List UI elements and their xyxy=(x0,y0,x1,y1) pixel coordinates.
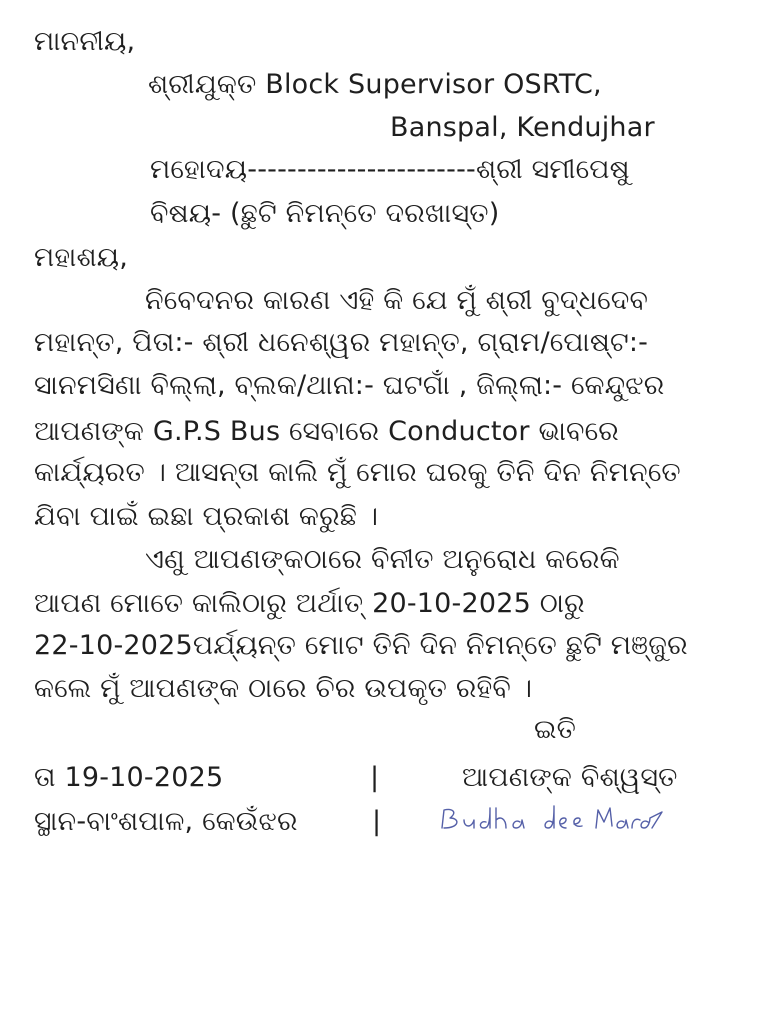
separator: | xyxy=(370,762,380,793)
date-line: ତା 19-10-2025 xyxy=(34,762,224,793)
body-line: ଆପଣଙ୍କ G.P.S Bus ସେବାରେ Conductor ଭାବରେ xyxy=(34,416,619,447)
recipient-line-2: Banspal, Kendujhar xyxy=(390,112,655,143)
body-line: ଏଣୁ ଆପଣଙ୍କଠାରେ ବିନୀତ ଅନୁରୋଧ କରେକି xyxy=(145,544,620,575)
closing: ଇତି xyxy=(534,714,577,745)
body-line: ସାନମସିଣା ବିଲ୍ଲା, ବ୍ଲକ/ଥାନା:- ଘଟଗାଁ , ଜିଲ୍ଲା:- କେନ୍ଦୁଝର xyxy=(34,370,665,401)
body-line: ନିବେଦନର କାରଣ ଏହି କି ଯେ ମୁଁ ଶ୍ରୀ ବୁଦ୍ଧଦେବ xyxy=(145,285,649,316)
body-line: 22-10-2025ପର୍ଯ୍ୟନ୍ତ ମୋଟ ତିନି ଦିନ ନିମନ୍ତେ ଛୁଟି ମଞ୍ଜୁର xyxy=(34,630,688,661)
body-line: ମହାନ୍ତ, ପିତା:- ଶ୍ରୀ ଧନେଶ୍ୱର ମହାନ୍ତ, ଗ୍ରାମ/ପୋଷ୍ଟ:- xyxy=(34,327,649,358)
body-line: ଆପଣ ମୋତେ କାଲିଠାରୁ ଅର୍ଥାତ୍ 20-10-2025 ଠାରୁ xyxy=(34,588,585,619)
separator: | xyxy=(372,806,382,837)
recipient-line-1: ଶ୍ରୀଯୁକ୍ତ Block Supervisor OSRTC, xyxy=(148,69,602,100)
body-line: କାର୍ଯ୍ୟରତ । ଆସନ୍ତା କାଲି ମୁଁ ମୋର ଘରକୁ ତିନି ଦିନ ନିମନ୍ତେ xyxy=(34,457,681,488)
salutation: ମାନନୀୟ, xyxy=(34,26,136,57)
body-line: ଯିବା ପାଇଁ ଇଛା ପ୍ରକାଶ କରୁଛି । xyxy=(34,501,379,532)
body-line: କଲେ ମୁଁ ଆପଣଙ୍କ ଠାରେ ଚିର ଉପକୃତ ରହିବି । xyxy=(34,673,533,704)
subject-line: ବିଷୟ- (ଛୁଟି ନିମନ୍ତେ ଦରଖାସ୍ତ) xyxy=(150,198,500,229)
greeting: ମହାଶୟ, xyxy=(34,242,129,273)
yours-faithfully: ଆପଣଙ୍କ ବିଶ୍ୱସ୍ତ xyxy=(462,762,678,793)
handwritten-signature xyxy=(436,798,672,838)
addressee-line: ମହୋଦୟ-----------------------ଶ୍ରୀ ସମୀପେଷୁ xyxy=(150,154,630,185)
place-line: ସ୍ଥାନ-ବାଂଶପାଳ, କେଉଁଝର xyxy=(34,806,298,837)
